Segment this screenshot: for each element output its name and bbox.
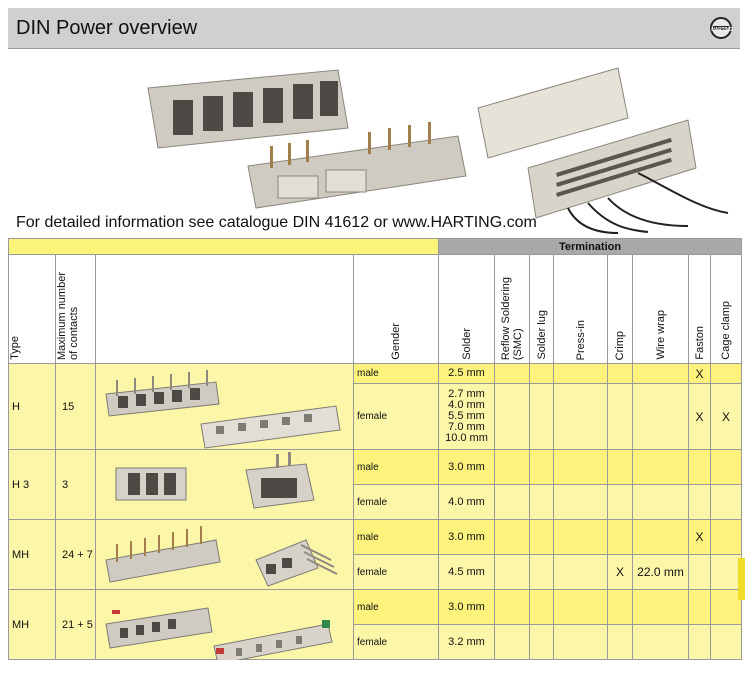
product-image-h3 [96,450,354,520]
connector-photo-illustration [8,48,740,238]
col-solder-lug: Solder lug [530,255,554,364]
solder-cell: 2.7 mm 4.0 mm 5.5 mm 7.0 mm 10.0 mm [439,384,495,450]
gender-cell: male [354,520,439,555]
gender-cell: male [354,590,439,625]
termination-blank [9,239,439,255]
page-header [8,8,740,49]
table-row [9,520,742,555]
solder-cell: 4.5 mm [439,555,495,590]
wire-wrap-cell: 22.0 mm [633,555,689,590]
col-cage-clamp: Cage clamp [711,255,742,364]
col-reflow: Reflow Soldering (SMC) [495,255,530,364]
solder-cell: 3.0 mm [439,590,495,625]
harting-logo [710,17,732,39]
solder-cell: 3.2 mm [439,625,495,660]
catalogue-note: For detailed information see catalogue DIN 41612 or www.HARTING.com [16,214,537,231]
contacts-cell: 21 + 5 [56,590,96,660]
product-image-h [96,364,354,450]
table-row [9,364,742,384]
type-cell: MH [9,590,56,660]
faston-cell: X [689,520,711,555]
faston-cell: X [689,364,711,384]
product-image-mh-21-5 [96,590,354,660]
type-cell: H 3 [9,450,56,520]
faston-cell: X [689,384,711,450]
col-image [96,255,354,364]
type-cell: MH [9,520,56,590]
crimp-cell: X [608,555,633,590]
din-power-table [8,238,742,660]
logo-text: HARTING [711,27,733,33]
col-solder: Solder [439,255,495,364]
col-press-in: Press-in [554,255,608,364]
connector-photo-1 [148,70,348,148]
solder-cell: 2.5 mm [439,364,495,384]
termination-header-row [9,239,742,255]
solder-cell: 4.0 mm [439,485,495,520]
col-max-contacts: Maximum number of contacts [56,255,96,364]
product-image-mh-24-7 [96,520,354,590]
solder-cell: 3.0 mm [439,450,495,485]
table-row [9,590,742,625]
table-row [9,450,742,485]
gender-cell: female [354,625,439,660]
connector-photo-3 [478,68,728,233]
col-wire-wrap: Wire wrap [633,255,689,364]
type-cell: H [9,364,56,450]
page-side-tab [738,558,745,600]
gender-cell: female [354,555,439,590]
gender-cell: male [354,450,439,485]
contacts-cell: 15 [56,364,96,450]
page-title: DIN Power overview [16,17,198,39]
col-faston: Faston [689,255,711,364]
col-type: Type [9,255,56,364]
contacts-cell: 3 [56,450,96,520]
column-header-row [9,255,742,364]
termination-label: Termination [439,239,742,255]
contacts-cell: 24 + 7 [56,520,96,590]
product-photos [8,48,740,238]
col-crimp: Crimp [608,255,633,364]
gender-cell: male [354,364,439,384]
cage-clamp-cell: X [711,384,742,450]
gender-cell: female [354,384,439,450]
col-gender: Gender [354,255,439,364]
gender-cell: female [354,485,439,520]
solder-cell: 3.0 mm [439,520,495,555]
